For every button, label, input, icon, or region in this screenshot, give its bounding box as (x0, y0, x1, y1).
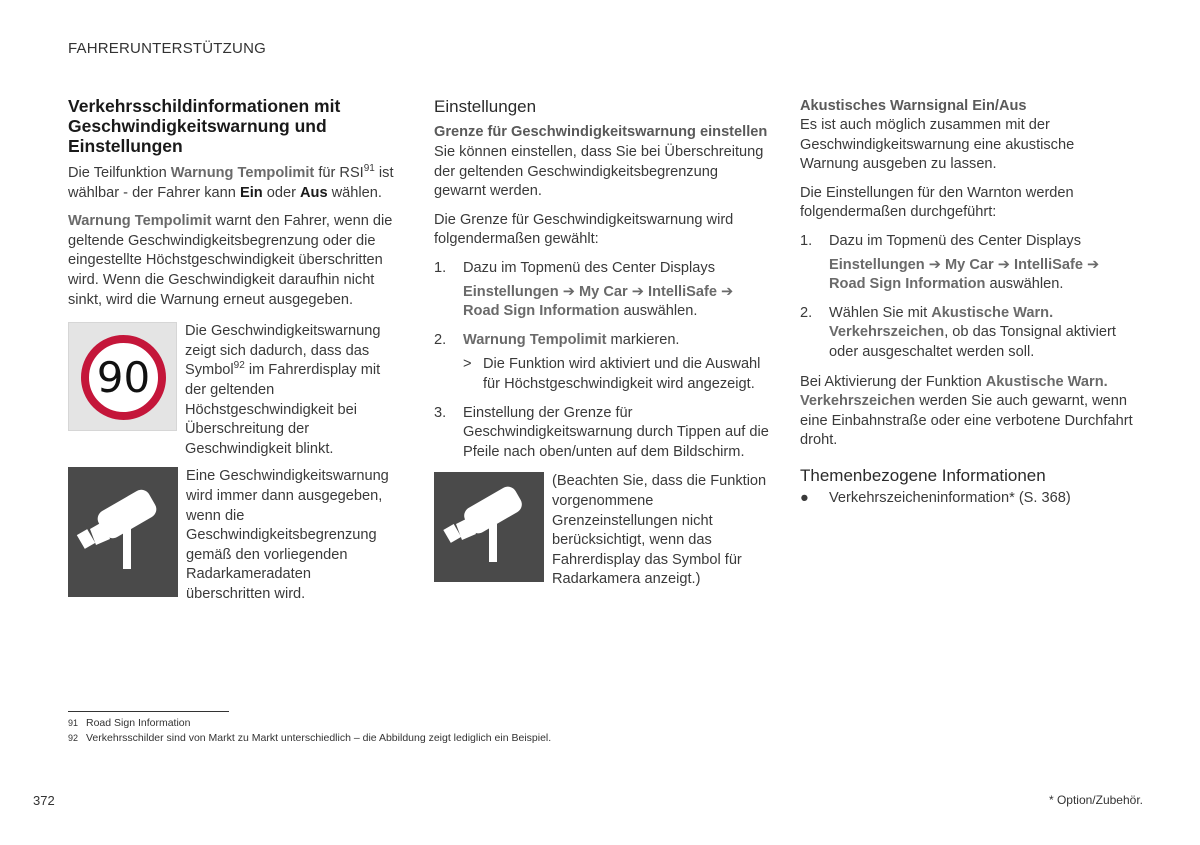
text: warnt den Fahrer, wenn die geltende Geschwindigkeitsbegrenzung oder die eingestellte Höchstgeschwindigkeit überschritten wird. Wenn die Geschwindigkeit daraufhin nicht sinkt, wird die Warnung erneut ausgegeben. (68, 213, 393, 308)
section-header: FAHRERUNTERSTÜTZUNG (68, 40, 266, 57)
footnote-91 (68, 717, 190, 730)
footnote-text: Road Sign Information (86, 717, 191, 729)
step-2 (800, 304, 1135, 363)
term-akustische-warn: Akustische Warn. Verkehrszeichen (829, 304, 1054, 341)
term-aus: Aus (300, 184, 328, 201)
footnote-number: 92 (68, 733, 79, 743)
menu-path: Einstellungen ➔ My Car ➔ IntelliSafe ➔ Road Sign Information (463, 283, 734, 320)
footnote-ref-91: 91 (363, 163, 375, 175)
warning-paragraph (68, 212, 398, 310)
column-left (68, 96, 398, 612)
related-info-list (800, 489, 1135, 509)
footnote-number: 91 (68, 718, 79, 728)
acoustic-steps (800, 232, 1135, 363)
bullet-icon: ● (800, 489, 809, 506)
step-result (463, 355, 769, 394)
text: ist wählbar - der Fahrer kann (68, 165, 394, 201)
step-text: Dazu im Topmenü des Center Displays (463, 259, 715, 276)
related-link[interactable]: Verkehrszeicheninformation* (S. 368) (829, 489, 1071, 506)
intro-paragraph (68, 164, 398, 203)
radar-camera-icon (68, 467, 178, 597)
footnote-ref-92: 92 (233, 360, 245, 372)
step-1 (800, 232, 1135, 295)
text: , ob das Tonsignal aktiviert oder ausgeschaltet werden soll. (829, 324, 1116, 360)
step-path-line (463, 283, 769, 322)
acoustic-activation-text (800, 373, 1135, 451)
column-right (800, 96, 1135, 509)
option-note: * Option/Zubehör. (1048, 793, 1143, 807)
acoustic-intro: Es ist auch möglich zusammen mit der Geschwindigkeitswarnung eine akustische Warnung ausgeben zu lassen. (800, 117, 1075, 173)
page-number: 372 (33, 793, 55, 808)
footnote-divider (68, 711, 229, 712)
term-warnung-tempolimit: Warnung Tempolimit (170, 165, 315, 181)
speed-limit-value: 90 (81, 335, 166, 420)
radar-camera-note: (Beachten Sie, dass die Funktion vorgenommene Grenzeinstellungen nicht berücksichtigt, wenn das Fahrerdisplay das Symbol für Radarkamera anzeigt.) (552, 473, 767, 588)
step-number: 2. (800, 304, 813, 321)
result-arrow-icon: > (463, 356, 472, 373)
text: auswählen. (619, 303, 698, 320)
step-number: 2. (434, 331, 447, 348)
text: werden Sie auch gewarnt, wenn eine Einbahnstraße oder eine verbotene Durchfahrt droht. (800, 393, 1133, 449)
step-3 (434, 404, 769, 463)
step-number: 3. (434, 404, 447, 421)
text: im Fahrerdisplay mit der geltenden Höchstgeschwindigkeit bei Überschreitung der Geschwindigkeit blinkt. (185, 362, 381, 457)
step-text: Dazu im Topmenü des Center Displays (829, 232, 1081, 249)
term-warnung-tempolimit: Warnung Tempolimit (463, 331, 607, 348)
step-text: Einstellung der Grenze für Geschwindigkeitswarnung durch Tippen auf die Pfeile nach oben/unten auf dem Bildschirm. (463, 404, 769, 460)
settings-selection-text: Die Grenze für Geschwindigkeitswarnung wird folgendermaßen gewählt: (434, 211, 734, 248)
speed-limit-sign-icon (68, 322, 177, 431)
text: wählen. (327, 184, 382, 201)
step-number: 1. (434, 259, 447, 276)
text: für RSI (314, 165, 364, 181)
settings-steps (434, 259, 769, 462)
term-akustische-warn: Akustische Warn. Verkehrszeichen (800, 373, 1108, 410)
related-info-item[interactable] (800, 489, 1135, 509)
term-ein: Ein (239, 184, 263, 201)
text: auswählen. (985, 276, 1064, 293)
term-warnung-tempolimit: Warnung Tempolimit (68, 213, 212, 230)
menu-path: Einstellungen ➔ My Car ➔ IntelliSafe ➔ Road Sign Information (829, 256, 1100, 293)
acoustic-settings-text: Die Einstellungen für den Warnton werden folgendermaßen durchgeführt: (800, 184, 1074, 221)
radar-camera-caption: Eine Geschwindigkeitswarnung wird immer dann ausgegeben, wenn die Geschwindigkeitsbegrenzung gemäß den vorliegenden Radarkameradaten überschritten wird. (186, 468, 389, 602)
text: Die Teilfunktion (68, 165, 171, 181)
footnote-92 (68, 732, 551, 745)
footnote-text: Verkehrsschilder sind von Markt zu Markt unterschiedlich – die Abbildung zeigt lediglich ein Beispiel. (86, 732, 552, 744)
text: Die Geschwindigkeitswarnung zeigt sich dadurch, dass das Symbol (185, 323, 381, 379)
speed-limit-setting-heading: Grenze für Geschwindigkeitswarnung einstellen (434, 124, 768, 140)
step-path-line (829, 256, 1135, 295)
step-2 (434, 331, 769, 395)
settings-intro: Sie können einstellen, dass Sie bei Überschreitung der geltenden Geschwindigkeitsbegrenzung gewarnt werden. (434, 144, 764, 200)
step-number: 1. (800, 232, 813, 249)
text: markieren. (606, 331, 680, 348)
text: Bei Aktivierung der Funktion (800, 373, 986, 390)
text: oder (262, 184, 300, 201)
related-info-heading: Themenbezogene Informationen (800, 465, 1046, 485)
column-middle (434, 96, 769, 598)
text: Wählen Sie mit (829, 304, 932, 321)
radar-camera-icon (434, 472, 544, 582)
settings-heading: Einstellungen (434, 97, 537, 116)
result-text: Die Funktion wird aktiviert und die Auswahl für Höchstgeschwindigkeit wird angezeigt. (483, 356, 761, 392)
page-title: Verkehrsschildinformationen mit Geschwindigkeitswarnung und Einstellungen (68, 96, 341, 156)
speed-sign-row (68, 322, 398, 459)
speed-sign-caption (185, 322, 398, 459)
radar-camera-note-row (434, 472, 769, 590)
radar-camera-row (68, 467, 398, 604)
acoustic-warning-heading: Akustisches Warnsignal Ein/Aus (800, 98, 1027, 114)
step-1 (434, 259, 769, 322)
